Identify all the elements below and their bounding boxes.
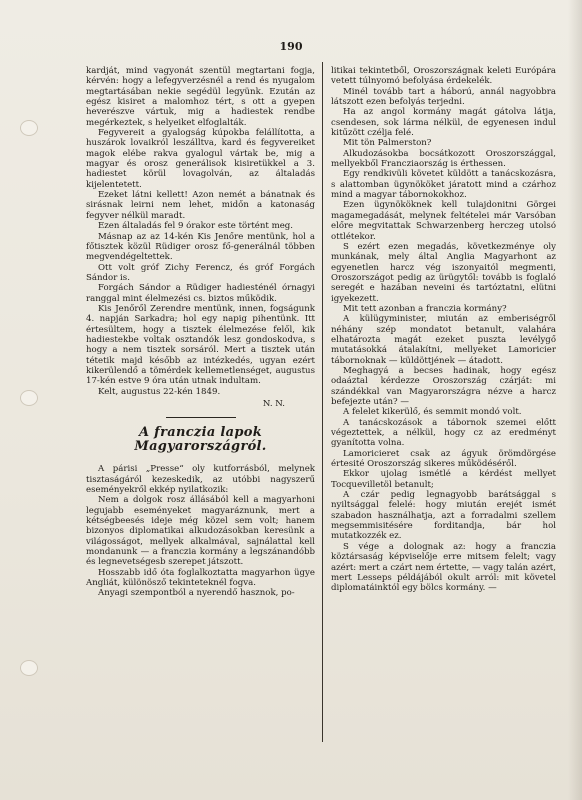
- paragraph: A párisi „Presse“ oly kutforrásból, melynek tisztaságáról kezeskedik, az utóbbi nagyszerű eseményekről ekkép nyilatkozik:: [86, 464, 315, 496]
- paragraph: Alkudozásokba bocsátkozott Oroszországgal, mellyekből Francziaország is érthessen.: [331, 148, 556, 170]
- paragraph: A tanácskozások a tábornok szemei előtt végeztettek, a nélkül, hogy cz az eredményt gyanította volna.: [331, 417, 556, 449]
- paragraph: Ezen ügynököknek kell tulajdonitni Görgei magamegadását, melynek feltételei már Varsóban előre megvitattak Schwarzenberg herczeg utolsó ottlétekor.: [331, 200, 556, 242]
- page-number: 190: [279, 40, 303, 53]
- paragraph: Lamoricieret csak az ágyuk örömdörgése értesité Oroszország sikeres működéséről.: [331, 448, 556, 470]
- dateline: Kelt, augustus 22-kén 1849.: [98, 386, 221, 397]
- paragraph: S ezért ezen megadás, következménye oly munkának, mely által Anglia Magyarhont az egyenetlen harcz vég iszonyaitól megmenti, Oroszországot pedig az ürügytől: tovább is foglaló seregét e hazában neveini és tartóztatni, elütni igyekezett.: [331, 241, 556, 304]
- paragraph: S vége a dolognak az: hogy a franczia köztársaság képviselője erre mitsem felelt; vagy azért: mert a czárt nem értette, — vagy talán azért, mert Lesseps példájából okult arról: mit követel diplomatáinktól egy bölcs kormány. —: [331, 541, 556, 594]
- paragraph: Nem a dolgok rosz állásából kell a magyarhoni legujabb eseményeket magyaráznunk, mert a kétségbeesés ideje még közel sem volt; hanem bizonyos diplomatikai alkudozásokban keresünk a világosságot, mellyek alkalmával, sajnálattal kell mondanunk — a franczia kormány a legszánandóbb és legnevetségesb szerepet játszott.: [86, 495, 315, 568]
- paragraph: litikai tekintetből, Oroszországnak keleti Európára vetett túlnyomó befolyása érdekelék.: [331, 66, 556, 87]
- page-edge-shadow: [568, 0, 582, 800]
- paragraph: Ekkor ujolag ismétlé a kérdést mellyet Tocquevilletöl betanult;: [331, 469, 556, 490]
- paragraph: Meghagyá a becses hadinak, hogy egész odaáztal kérdezze Oroszország czárját: mi szándékkal van Magyarországra nézve a harcz befejezte után? —: [331, 365, 556, 407]
- signature: N. N.: [262, 399, 285, 409]
- paragraph: Ha az angol kormány magát gátolva látja, csendesen, sok lárma nélkül, de egyenesen indul kitűzött czélja felé.: [331, 107, 556, 139]
- paragraph: Ezen általadás fel 9 órakor este történt meg.: [98, 221, 294, 232]
- paragraph: Ezeket látni kellett! Azon nemét a bánatnak és sirásnak leirni nem lehet, midőn a katonaság fegyver nélkül maradt.: [86, 190, 315, 221]
- paragraph: Másnap az az 14-kén Kis Jenőre mentünk, hol a főtisztek közül Rüdiger orosz fő-generálnál többen megvendégeltettek.: [86, 231, 315, 263]
- article-title: A franczia lapok Magyarországról.: [134, 425, 267, 455]
- paragraph: A czár pedig legnagyobb barátsággal s nyiltsággal felelé: hogy miután erejét ismét szabadon használhatja, azt a forradalmi szellem megsemmisitésére forditandja, bár hol mutatkozzék ez.: [331, 490, 556, 542]
- column-divider: [322, 62, 323, 742]
- paragraph: Forgách Sándor a Rüdiger hadiesténél órnagyi ranggal mint élelmezési cs. biztos működik.: [86, 283, 315, 304]
- binding-hole: [20, 390, 38, 406]
- paragraph: Fegyvereit a gyalogság kúpokba felállította, a huszárok lovaikról leszálltva, kard és fegyvereiket magok elébe rakva gyalogul vártak be, mig a magyar és orosz generálisok kisiretükkel a 3. hadiestet körül lovagolván, az általadás kijelentetett.: [86, 128, 315, 190]
- paragraph: Anyagi szempontból a nyerendő hasznok, po-: [98, 588, 295, 599]
- paragraph: Mit tön Palmerston?: [343, 138, 432, 149]
- section-divider: [166, 417, 236, 418]
- paragraph: A külügyminister, miután az emberiségről néhány szép mondatot betanult, valahára elhatározta magát ezeket puszta levélygő mutatásokká átalakítni, mellyeket Lamoricier tábornoknak — küldöttjének — átadott.: [331, 314, 556, 366]
- paragraph: Ott volt gróf Zichy Ferencz, és gróf Forgách Sándor is.: [86, 262, 315, 283]
- binding-hole: [20, 120, 38, 136]
- binding-hole: [20, 660, 38, 676]
- paragraph: Mit tett azonban a franczia kormány?: [343, 303, 507, 314]
- paragraph: Kis Jenőről Zerendre mentünk, innen, fogságunk 4. napján Sarkadra; hol egy napig pihentünk. Itt értesültem, hogy a tisztek élelmezése felől, kik hadiestekbe voltak osztandók lesz gondoskodva, s hogy a nem tisztek sorsáról. Mert a tisztek után tétetik majd később az intézkedés, ugyan ezért kikerülendő a tömérdek kellemetlenséget, augustus 17-kén estve 9 óra után utnak indultam.: [86, 303, 315, 387]
- paragraph: kardját, mind vagyonát szentül megtartani fogja, kérvén: hogy a lefegyverzésnél a rend és nyugalom megtartásában nekie segédül legyünk. Ezután az egész kisiret a malomhoz tért, s ott a gyepen heverészve vártuk, mig a hadiestek rendbe megérkeztek, s helyeiket elfoglalták.: [86, 66, 315, 128]
- right-column: [331, 66, 556, 594]
- paragraph: Egy rendkivüli követet küldött a tanácskozásra, s alattomban ügynököket járatott mind a czárhoz mind a magyar tábornokokhoz.: [331, 169, 556, 201]
- paragraph: A felelet kikerülő, és semmit mondó volt.: [343, 407, 522, 418]
- paragraph: Minél tovább tart a háború, annál nagyobbra látszott ezen befolyás terjedni.: [331, 86, 556, 108]
- paragraph: Hosszabb idő óta foglalkoztatta magyarhon ügye Angliát, különösző tekinteteknél fogva.: [86, 567, 315, 589]
- left-column: [86, 66, 315, 599]
